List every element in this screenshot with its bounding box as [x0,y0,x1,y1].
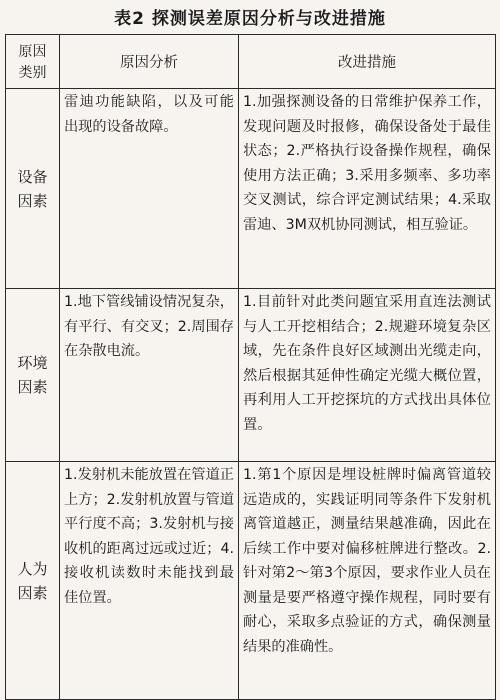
error-analysis-table [5,34,496,700]
measure-cell: 1.目前针对此类问题宜采用直连法测试与人工开挖相结合；2.规避环境复杂区域，先在条件良好区域测出光缆走向，然后根据其延伸性确定光缆大概位置，再利用人工开挖探坑的方式找出具体位置。 [239,289,496,462]
header-row [6,35,496,89]
category-environment [6,289,60,462]
category-label-line2: 因素 [17,378,48,396]
table-row-human [6,462,496,700]
header-category [6,35,60,89]
header-category-line1: 原因 [18,43,47,60]
category-label-line2: 因素 [17,191,48,210]
header-category-line2: 类别 [18,64,47,81]
category-label-line1: 设备 [17,167,48,186]
category-label-line1: 环境 [17,354,48,372]
table-row-environment [6,289,496,462]
category-label-line1: 人为 [17,559,48,578]
category-human [6,462,60,700]
header-cause: 原因分析 [60,35,239,89]
cause-cell: 1.发射机未能放置在管道正上方；2.发射机放置与管道平行度不高；3.发射机与接收机的距离过远或过近；4.接收机读数时未能找到最佳位置。 [60,462,239,700]
table-title: 表2 探测误差原因分析与改进措施 [114,9,386,29]
table-row-equipment [6,89,496,289]
measure-cell: 1.第1个原因是埋设桩牌时偏离管道较远造成的，实践证明同等条件下发射机离管道越正，测量结果越准确，因此在后续工作中要对偏移桩牌进行整改。2.针对第2～第3个原因，要求作业人员在测量是要严格遵守操作规程，同时要有耐心，采取多点验证的方式，确保测量结果的准确性。 [239,462,496,700]
measure-cell: 1.加强探测设备的日常维护保养工作，发现问题及时报修，确保设备处于最佳状态；2.严格执行设备操作规程，确保使用方法正确；3.采用多频率、多功率交叉测试，综合评定测试结果；4.采取雷迪、3M双机协同测试，相互验证。 [239,89,496,289]
category-label-line2: 因素 [17,583,48,602]
header-measure: 改进措施 [239,35,496,89]
cause-cell: 雷迪功能缺陷，以及可能出现的设备故障。 [60,89,239,289]
cause-cell: 1.地下管线铺设情况复杂，有平行、有交叉；2.周围存在杂散电流。 [60,289,239,462]
category-equipment [6,89,60,289]
